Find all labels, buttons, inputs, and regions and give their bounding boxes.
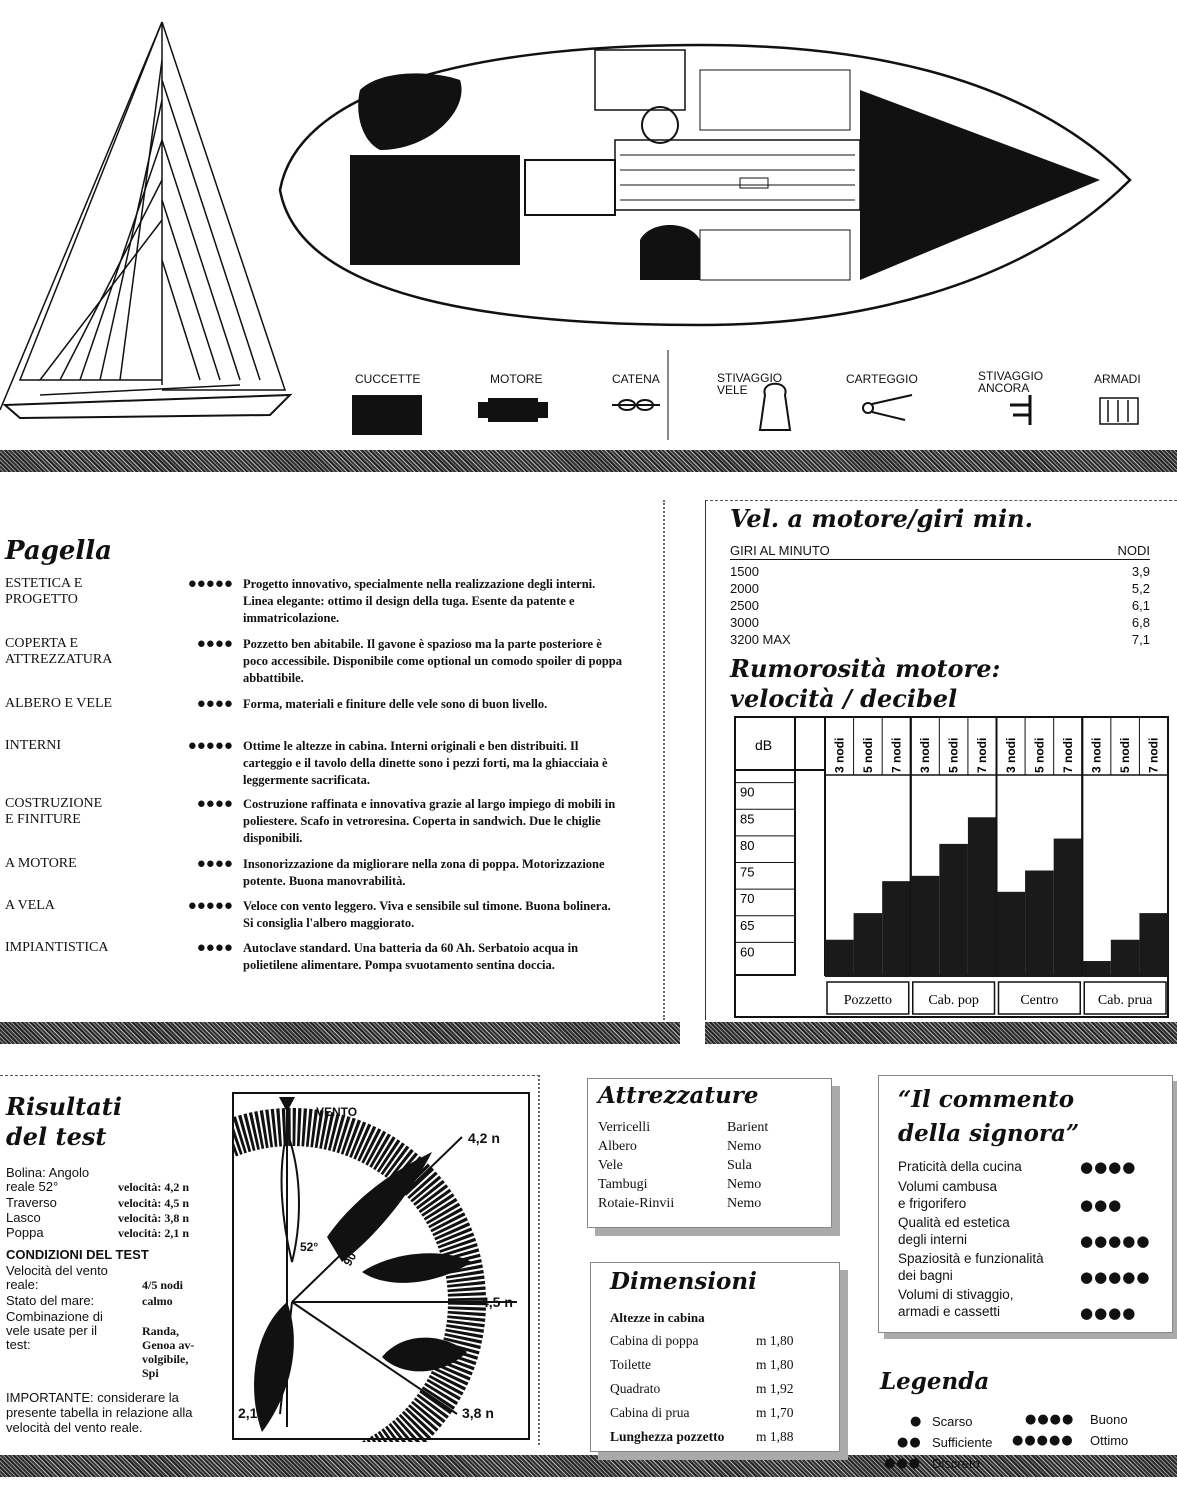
vel-motore-row: [730, 581, 1150, 598]
legenda-dots: ●: [910, 1414, 923, 1429]
separator-band: [0, 450, 1177, 472]
giri-value: 2500: [730, 598, 759, 613]
legenda-label: Discreto: [932, 1456, 980, 1471]
dimensione-value: m 1,92: [756, 1381, 794, 1396]
rumorosita-title-line2: velocità / decibel: [730, 684, 958, 713]
legend-motore-label: MOTORE: [490, 372, 543, 386]
noise-bar: [825, 940, 854, 977]
separator-band: [0, 1022, 680, 1044]
noise-bar: [1025, 871, 1054, 977]
legenda-dots: ●●●: [884, 1456, 922, 1471]
y-tick-label: 75: [740, 864, 755, 880]
attrezzatura-brand: Nemo: [727, 1196, 762, 1211]
dimensioni-subtitle: Altezze in cabina: [610, 1310, 705, 1325]
speed-label: 3 nodi: [832, 737, 847, 773]
condizione-value: calmo: [142, 1294, 173, 1308]
dimensione-value: m 1,70: [756, 1405, 794, 1420]
rating-dots: ●●●●●: [187, 576, 233, 592]
pagella-title: Pagella: [5, 536, 113, 566]
noise-bar: [882, 881, 911, 977]
speed-label: 5 nodi: [1032, 737, 1047, 773]
polar-v1: 4,2 n: [468, 1130, 500, 1146]
risultati-title-line1: Risultati: [6, 1092, 122, 1121]
legend-carteggio-label: CARTEGGIO: [846, 372, 918, 386]
col-giri: GIRI AL MINUTO: [730, 543, 830, 558]
commento-dots: ●●●●●: [1080, 1232, 1151, 1250]
result-label: Bolina: Angolo reale 52°: [6, 1165, 90, 1194]
vel-motore-row: [730, 615, 1150, 632]
pagella-text: Progetto innovativo, specialmente nella realizzazione degli interni. Linea elegante: ottimo il design della tuga. Esente da patente e immatricolazione.: [243, 577, 596, 625]
attrezzatura-name: Albero: [598, 1139, 637, 1154]
noise-bar: [1082, 961, 1111, 977]
giri-value: 3200 MAX: [730, 632, 791, 647]
zone-label: Cab. pop: [928, 993, 979, 1008]
speed-label: 3 nodi: [1003, 737, 1018, 773]
chart-table-icon: [863, 395, 912, 420]
engine-icon: [478, 398, 548, 422]
nodi-value: 3,9: [1131, 564, 1150, 579]
speed-label: 7 nodi: [889, 737, 904, 773]
result-value: velocità: 4,5 n: [118, 1196, 189, 1210]
pagella-label: ESTETICA E PROGETTO: [5, 576, 83, 607]
pagella-label: IMPIANTISTICA: [5, 940, 109, 955]
db-label: dB: [755, 737, 773, 753]
legenda-dots: ●●●●●: [1012, 1433, 1074, 1448]
pagella-panel: [0, 500, 665, 1020]
separator-band: [0, 1455, 1177, 1477]
y-tick-label: 80: [740, 837, 755, 853]
legend-stivaggio-ancora-label: STIVAGGIO ANCORA: [978, 369, 1044, 395]
attrezzatura-name: Verricelli: [598, 1120, 651, 1135]
rating-dots: ●●●●: [196, 636, 233, 652]
risultati-note: IMPORTANTE: considerare la presente tabella in relazione alla velocità del vento reale.: [6, 1390, 193, 1435]
y-tick-label: 60: [740, 944, 755, 960]
giri-value: 1500: [730, 564, 759, 579]
angle-90: 90°: [340, 1245, 362, 1269]
rating-dots: ●●●●●: [187, 898, 233, 914]
result-value: velocità: 3,8 n: [118, 1211, 189, 1225]
attrezzature-title: Attrezzature: [598, 1082, 759, 1109]
condizione-label: Stato del mare:: [6, 1293, 95, 1308]
legenda-title: Legenda: [880, 1368, 990, 1395]
pagella-label: COSTRUZIONE E FINITURE: [5, 796, 103, 827]
dimensioni-title: Dimensioni: [610, 1268, 757, 1295]
pagella-text: Pozzetto ben abitabile. Il gavone è spazioso ma la parte posteriore è poco accessibile. Disponibile come optional un comodo spoiler di poppa abbattibile.: [243, 637, 622, 685]
giri-value: 2000: [730, 581, 759, 596]
nodi-value: 6,1: [1131, 598, 1150, 613]
vel-motore-row: [730, 598, 1150, 615]
attrezzatura-brand: Nemo: [727, 1177, 762, 1192]
berth-icon: [352, 395, 422, 435]
noise-chart: [730, 715, 1170, 1020]
noise-bar: [854, 913, 883, 977]
dimensione-value: m 1,88: [756, 1429, 794, 1444]
deck-plan-icon: [280, 45, 1130, 325]
commento-label: Volumi di stivaggio, armadi e cassetti: [898, 1287, 1014, 1319]
chain-icon: [612, 400, 660, 410]
dimensione-name: Lunghezza pozzetto: [610, 1429, 725, 1444]
zone-label: Centro: [1020, 993, 1059, 1008]
legend-cuccette-label: CUCCETTE: [355, 372, 421, 386]
speed-label: 7 nodi: [1060, 737, 1075, 773]
speed-label: 7 nodi: [975, 737, 990, 773]
result-label: Traverso: [6, 1195, 57, 1210]
rating-dots: ●●●●: [196, 940, 233, 956]
condizioni-title: CONDIZIONI DEL TEST: [6, 1247, 149, 1262]
noise-bar: [939, 844, 968, 977]
angle-52: 52°: [300, 1240, 319, 1254]
condizione-value: Randa, Genoa av- volgibile, Spi: [142, 1324, 195, 1380]
noise-bar: [1111, 940, 1140, 977]
speed-label: 3 nodi: [1089, 737, 1104, 773]
legenda-dots: ●●●●: [1025, 1412, 1075, 1427]
dimensione-name: Quadrato: [610, 1381, 661, 1396]
polar-v3: 3,8 n: [462, 1405, 494, 1421]
y-tick-label: 70: [740, 891, 755, 907]
commento-title-line1: “Il commento: [898, 1086, 1075, 1113]
giri-value: 3000: [730, 615, 759, 630]
legenda-dots: ●●: [897, 1435, 922, 1450]
commento-dots: ●●●: [1080, 1196, 1123, 1214]
result-value: velocità: 2,1 n: [118, 1226, 189, 1240]
pagella-label: A VELA: [5, 898, 55, 913]
legenda-label: Buono: [1090, 1412, 1128, 1427]
commento-dots: ●●●●: [1080, 1158, 1137, 1176]
risultati-title-line2: del test: [6, 1122, 107, 1151]
dimensione-value: m 1,80: [756, 1357, 794, 1372]
zone-label: Pozzetto: [843, 993, 892, 1008]
y-tick-label: 65: [740, 917, 755, 933]
legend-armadi-label: ARMADI: [1094, 372, 1141, 386]
y-tick-label: 85: [740, 811, 755, 827]
anchor-icon: [1010, 395, 1030, 425]
commento-label: Volumi cambusa e frigorifero: [898, 1179, 998, 1211]
noise-bar: [997, 892, 1026, 977]
commento-label: Praticità della cucina: [898, 1159, 1022, 1174]
commento-dots: ●●●●●: [1080, 1268, 1151, 1286]
attrezzatura-name: Vele: [598, 1158, 623, 1173]
rating-dots: ●●●●: [196, 796, 233, 812]
speed-label: 5 nodi: [860, 737, 875, 773]
dimensione-value: m 1,80: [756, 1333, 794, 1348]
noise-bar: [1054, 839, 1083, 977]
pagella-label: COPERTA E ATTREZZATURA: [5, 636, 113, 667]
legenda-label: Scarso: [932, 1414, 973, 1429]
legend-catena-label: CATENA: [612, 372, 660, 386]
polar-v2: 4,5 n: [481, 1294, 513, 1310]
risultati-title: [6, 1092, 122, 1152]
commento-label: Qualità ed estetica degli interni: [898, 1215, 1010, 1247]
vel-motore-header: [730, 543, 1150, 560]
pagella-text: Costruzione raffinata e innovativa grazie al largo impiego di mobili in poliestere. Scafo in vetroresina. Coperta in sandwich. Due le chiglie disponibili.: [243, 797, 616, 845]
speed-label: 5 nodi: [946, 737, 961, 773]
pagella-label: ALBERO E VELE: [5, 696, 113, 711]
attrezzatura-brand: Sula: [727, 1158, 752, 1173]
speed-label: 5 nodi: [1118, 737, 1133, 773]
zone-label: Cab. prua: [1097, 993, 1153, 1008]
vento-label: VENTO: [316, 1105, 358, 1119]
pagella-text: Forma, materiali e finiture delle vele sono di buon livello.: [243, 697, 548, 711]
result-label: Poppa: [6, 1225, 44, 1240]
rating-dots: ●●●●: [196, 696, 233, 712]
rumorosita-title-line1: Rumorosità motore:: [730, 654, 1001, 683]
condizione-label: Velocità del vento reale:: [6, 1263, 108, 1292]
col-nodi: NODI: [1117, 543, 1150, 558]
noise-bar: [968, 817, 997, 977]
dimensione-name: Cabina di prua: [610, 1405, 690, 1420]
pagella-label: A MOTORE: [5, 856, 77, 871]
polar-v4: 2,1 n: [238, 1405, 270, 1421]
commento-title-line2: della signora”: [898, 1120, 1080, 1147]
nodi-value: 7,1: [1131, 632, 1150, 647]
speed-label: 3 nodi: [918, 737, 933, 773]
commento-dots: ●●●●: [1080, 1304, 1137, 1322]
pagella-text: Insonorizzazione da migliorare nella zona di poppa. Motorizzazione potente. Buona manovrabilità.: [243, 857, 605, 888]
noise-bar: [911, 876, 940, 977]
pagella-text: Autoclave standard. Una batteria da 60 Ah. Serbatoio acqua in polietilene alimentare. Pompa svuotamento sentina doccia.: [243, 941, 579, 972]
noise-bar: [1139, 913, 1168, 977]
commento-title: [898, 1083, 1079, 1151]
dimensione-name: Toilette: [610, 1357, 652, 1372]
pagella-text: Veloce con vento leggero. Viva e sensibile sul timone. Buona bolinera. Si consiglia l'albero maggiorato.: [243, 899, 611, 930]
result-value: velocità: 4,2 n: [118, 1180, 189, 1194]
pagella-label: INTERNI: [5, 738, 61, 753]
vel-motore-row: [730, 632, 1150, 649]
attrezzatura-brand: Nemo: [727, 1139, 762, 1154]
sailboat-profile-icon: [0, 22, 290, 418]
result-label: Lasco: [6, 1210, 41, 1225]
vel-motore-title: Vel. a motore/giri min.: [730, 504, 1033, 533]
y-tick-label: 90: [740, 784, 755, 800]
separator-band: [705, 1022, 1177, 1044]
dimensione-name: Cabina di poppa: [610, 1333, 699, 1348]
rating-dots: ●●●●: [196, 856, 233, 872]
attrezzatura-brand: Barient: [727, 1120, 769, 1135]
vel-motore-row: [730, 564, 1150, 581]
wardrobe-icon: [1100, 398, 1138, 424]
nodi-value: 6,8: [1131, 615, 1150, 630]
rumorosita-title: [730, 654, 1000, 714]
rating-dots: ●●●●●: [187, 738, 233, 754]
legenda-label: Sufficiente: [932, 1435, 993, 1450]
condizione-value: 4/5 nodi: [142, 1278, 184, 1292]
attrezzatura-name: Tambugi: [598, 1177, 648, 1192]
attrezzatura-name: Rotaie-Rinvii: [598, 1196, 675, 1211]
legend-stivaggio-vele-label: STIVAGGIO VELE: [717, 371, 783, 397]
condizione-label: Combinazione di vele usate per il test:: [6, 1309, 103, 1352]
legenda-label: Ottimo: [1090, 1433, 1129, 1448]
speed-label: 7 nodi: [1146, 737, 1161, 773]
pagella-text: Ottime le altezze in cabina. Interni originali e ben distribuiti. Il carteggio e il tavolo della dinette sono i pezzi forti, ma la ghiacciaia è leggermente sacrificata.: [243, 739, 608, 787]
nodi-value: 5,2: [1131, 581, 1150, 596]
commento-label: Spaziosità e funzionalità dei bagni: [898, 1251, 1044, 1283]
